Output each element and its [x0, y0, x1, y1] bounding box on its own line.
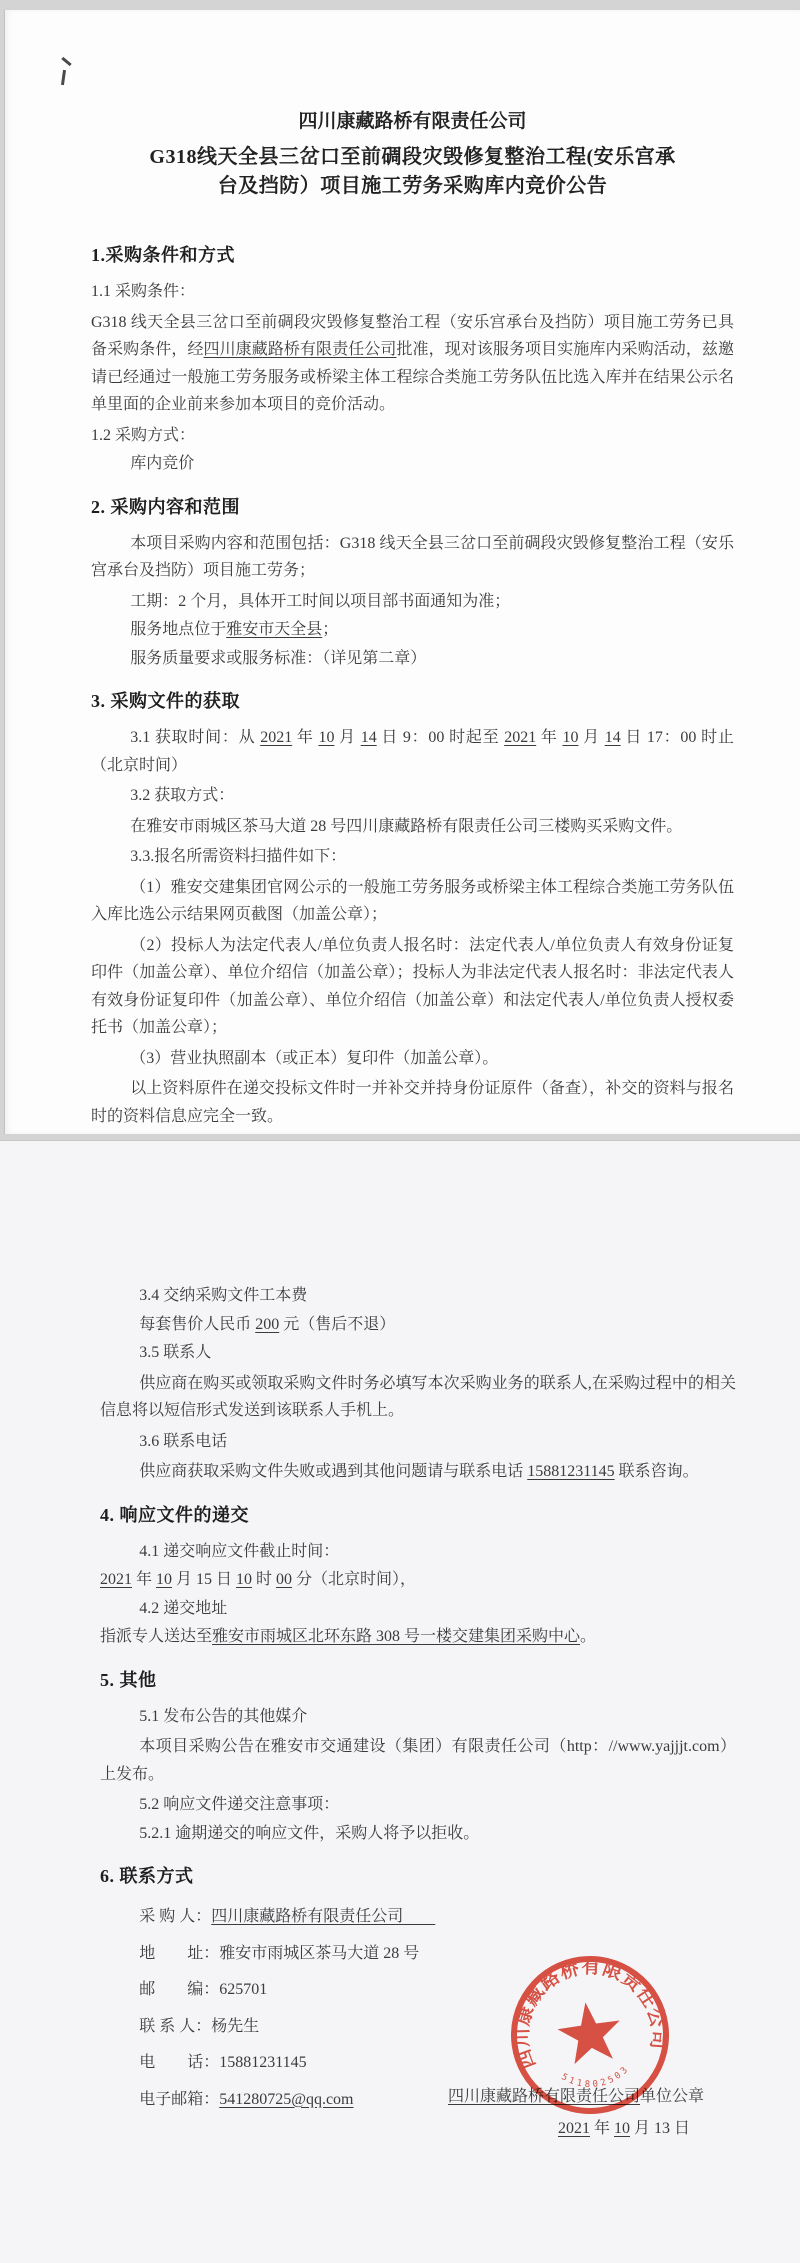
- text-run: 年: [536, 729, 563, 746]
- underlined-text: 四川康藏路桥有限责任公司: [447, 2088, 640, 2105]
- text-run: 供应商在购买或领取采购文件时务必填写本次采购业务的联系人,在采购过程中的相关信息将以短信形式发送到该联系人手机上。: [100, 1374, 736, 1419]
- text-line: [100, 1428, 736, 1456]
- text-run: 台及挡防）项目施工劳务采购库内竞价公告: [217, 175, 608, 197]
- text-run: 3.2 获取方式：: [130, 787, 235, 804]
- section-heading: [91, 687, 734, 713]
- text-run: 5.2 响应文件递交注意事项：: [139, 1796, 340, 1813]
- underlined-text: 四川康藏路桥有限责任公司: [203, 341, 397, 358]
- text-line: [100, 1703, 736, 1731]
- seal-company-name: 四川康藏路桥有限责任公司: [511, 1956, 669, 2072]
- section-heading: [100, 1862, 736, 1888]
- underlined-text: 541280725@qq.com: [219, 2090, 354, 2108]
- text-run: 以上资料原件在递交投标文件时一并补交并持身份证原件（备查），补交的资料与报名时的资料信息应完全一致。: [91, 1080, 734, 1125]
- underlined-text: 2021: [557, 2120, 590, 2137]
- text-run: 分（北京时间），: [292, 1571, 417, 1588]
- text-line: [91, 422, 734, 450]
- text-run: 5. 其他: [100, 1669, 157, 1690]
- document-page-1: [4, 10, 800, 1134]
- document-page-2: [0, 1140, 800, 2263]
- text-run: 月: [578, 729, 605, 746]
- text-run: 3.4 交纳采购文件工本费: [139, 1287, 308, 1304]
- text-run: G318 线天全县三岔口至前碉段灾毁修复整治工程（安乐宫承台及挡防）项目施工劳务已具备采购条件，经: [91, 313, 734, 358]
- text-run: 1.采购条件和方式: [91, 245, 235, 265]
- paragraph: [91, 1045, 734, 1073]
- page2-body: [0, 1141, 800, 2118]
- text-run: （1）雅安交建集团官网公示的一般施工劳务服务或桥梁主体工程综合类施工劳务队伍入库比选公示结果网页截图（加盖公章）；: [91, 878, 734, 923]
- text-line: [100, 1820, 736, 1848]
- text-run: 采 购 人：: [139, 1908, 212, 1925]
- text-run: 工期：2 个月，具体开工时间以项目部书面通知为准；: [130, 592, 511, 610]
- paragraph: [100, 1458, 736, 1486]
- underlined-text: 14: [604, 729, 621, 746]
- text-run: 年: [589, 2120, 614, 2137]
- paragraph: [91, 724, 734, 779]
- text-line: [91, 278, 734, 306]
- section-heading: [91, 241, 734, 267]
- paragraph: [91, 309, 734, 419]
- text-line: [91, 450, 734, 478]
- text-run: 日 9：00 时起至: [376, 729, 505, 746]
- text-run: 月 13 日: [629, 2120, 690, 2137]
- text-run: 4. 响应文件的递交: [100, 1504, 249, 1525]
- underlined-text: 雅安市雨城区北环东路 308 号一楼交建集团采购中心: [212, 1628, 581, 1645]
- doc-title-line: [91, 172, 734, 201]
- underlined-text: 10: [613, 2120, 630, 2137]
- text-run: 5.1 发布公告的其他媒介: [139, 1707, 308, 1725]
- underlined-text: 四川康藏路桥有限责任公司: [211, 1908, 436, 1925]
- contact-row: [100, 1899, 736, 1936]
- text-run: 6. 联系方式: [100, 1866, 194, 1886]
- underlined-text: 2021: [100, 1571, 132, 1588]
- text-run: 邮 编：625701: [139, 1981, 268, 1998]
- section-heading: [91, 493, 734, 519]
- doc-title-line: [91, 143, 734, 172]
- text-run: 服务质量要求或服务标准：（详见第二章）: [130, 649, 427, 667]
- text-run: 2. 采购内容和范围: [91, 496, 240, 517]
- page1-body: [5, 10, 800, 1130]
- underlined-text: 00: [276, 1571, 293, 1588]
- text-line: [91, 843, 734, 871]
- text-run: 5.2.1 逾期递交的响应文件，采购人将予以拒收。: [139, 1824, 480, 1842]
- text-run: 联系咨询。: [614, 1463, 699, 1480]
- text-line: [100, 1538, 736, 1566]
- text-run: 四川康藏路桥有限责任公司: [298, 111, 527, 132]
- text-line: [100, 1566, 736, 1594]
- text-line: [91, 588, 734, 616]
- text-run: 3. 采购文件的获取: [91, 691, 240, 711]
- underlined-text: 15881231145: [527, 1463, 615, 1480]
- text-run: 本项目采购内容和范围包括：G318 线天全县三岔口至前碉段灾毁修复整治工程（安乐宫承台及挡防）项目施工劳务；: [91, 534, 734, 579]
- text-line: [100, 1595, 736, 1623]
- underlined-text: 2021: [504, 729, 537, 746]
- text-run: （3）营业执照副本（或正本）复印件（加盖公章）。: [130, 1049, 499, 1067]
- section-heading: [100, 1666, 736, 1692]
- underlined-text: 10: [562, 729, 579, 746]
- seal-registration-code: 511802503: [559, 2063, 633, 2091]
- text-run: 电 话：15881231145: [139, 2054, 307, 2071]
- text-run: （2）投标人为法定代表人/单位负责人报名时：法定代表人/单位负责人有效身份证复印件（加盖公章）、单位介绍信（加盖公章）；投标人为非法定代表人报名时：非法定代表人有效身份证复印件（加盖公章）、单位介绍信（加盖公章）和法定代表人/单位负责人授权委托书（加盖公章）；: [91, 936, 734, 1036]
- text-run: 批准，现对该服务项目实施库内采购活动，兹邀请已经通过一般施工劳务服务或桥梁主体工程综合类施工劳务队伍比选入库并在结果公示名单里面的企业前来参加本项目的竞价活动。: [91, 341, 734, 413]
- text-run: 月: [334, 729, 361, 746]
- text-run: 3.5 联系人: [139, 1344, 212, 1361]
- text-run: 地 址：雅安市雨城区茶马大道 28 号: [139, 1944, 420, 1962]
- paragraph: [91, 530, 734, 585]
- text-run: 3.6 联系电话: [139, 1432, 228, 1450]
- paragraph: [100, 1733, 736, 1788]
- text-run: 1.2 采购方式：: [91, 426, 196, 444]
- text-run: 年: [132, 1571, 157, 1588]
- underlined-text: 10: [236, 1571, 253, 1588]
- paragraph: [91, 874, 734, 929]
- company-seal-stamp: [497, 1942, 682, 2127]
- red-star-icon: [554, 1998, 624, 2066]
- text-line: [100, 1282, 736, 1310]
- text-run: 每套售价人民币: [139, 1315, 256, 1333]
- text-run: 供应商获取采购文件失败或遇到其他问题请与联系电话: [139, 1463, 528, 1480]
- text-run: 服务地点位于: [130, 621, 227, 638]
- paragraph: [100, 1370, 736, 1425]
- text-run: 年: [292, 729, 319, 746]
- text-run: 元（售后不退）: [279, 1315, 396, 1333]
- paragraph: [91, 813, 734, 841]
- text-line: [100, 1623, 736, 1651]
- text-run: 日 17：00 时止（北京时间）: [91, 729, 734, 774]
- text-run: 。: [580, 1628, 597, 1645]
- text-run: 4.1 递交响应文件截止时间：: [139, 1542, 340, 1560]
- underlined-text: 10: [156, 1571, 173, 1588]
- text-run: 3.3.报名所需资料扫描件如下：: [130, 848, 347, 865]
- text-line: [100, 1339, 736, 1367]
- text-line: [100, 1791, 736, 1819]
- text-run: 库内竞价: [130, 455, 195, 472]
- text-line: [91, 782, 734, 810]
- text-run: 指派专人送达至: [100, 1628, 213, 1645]
- text-run: 单位公章: [639, 2088, 704, 2105]
- underlined-text: 200: [255, 1315, 280, 1333]
- text-run: 本项目采购公告在雅安市交通建设（集团）有限责任公司（http：//www.yajjjt.com）上发布。: [100, 1738, 736, 1783]
- text-run: 联 系 人：杨先生: [139, 2017, 260, 2035]
- text-run: 时: [252, 1571, 277, 1588]
- text-line: [91, 645, 734, 673]
- text-run: 在雅安市雨城区茶马大道 28 号四川康藏路桥有限责任公司三楼购买采购文件。: [130, 817, 683, 835]
- text-run: 4.2 递交地址: [139, 1599, 228, 1617]
- text-run: 1.1 采购条件：: [91, 283, 196, 300]
- paragraph: [91, 1075, 734, 1130]
- paragraph: [91, 932, 734, 1042]
- text-line: [91, 616, 734, 644]
- text-run: 月 15 日: [172, 1571, 237, 1588]
- underlined-text: 2021: [260, 729, 293, 746]
- underlined-text: 14: [360, 729, 377, 746]
- text-run: ；: [322, 621, 339, 638]
- text-run: 3.1 获取时间：从: [130, 729, 261, 746]
- underlined-text: 10: [318, 729, 335, 746]
- underlined-text: 雅安市天全县: [226, 621, 323, 638]
- text-line: [100, 1311, 736, 1339]
- text-run: G318线天全县三岔口至前碉段灾毁修复整治工程(安乐宫承: [149, 146, 676, 168]
- section-heading: [100, 1501, 736, 1527]
- text-run: 电子邮箱：: [139, 2090, 220, 2108]
- doc-title-line: [91, 106, 734, 133]
